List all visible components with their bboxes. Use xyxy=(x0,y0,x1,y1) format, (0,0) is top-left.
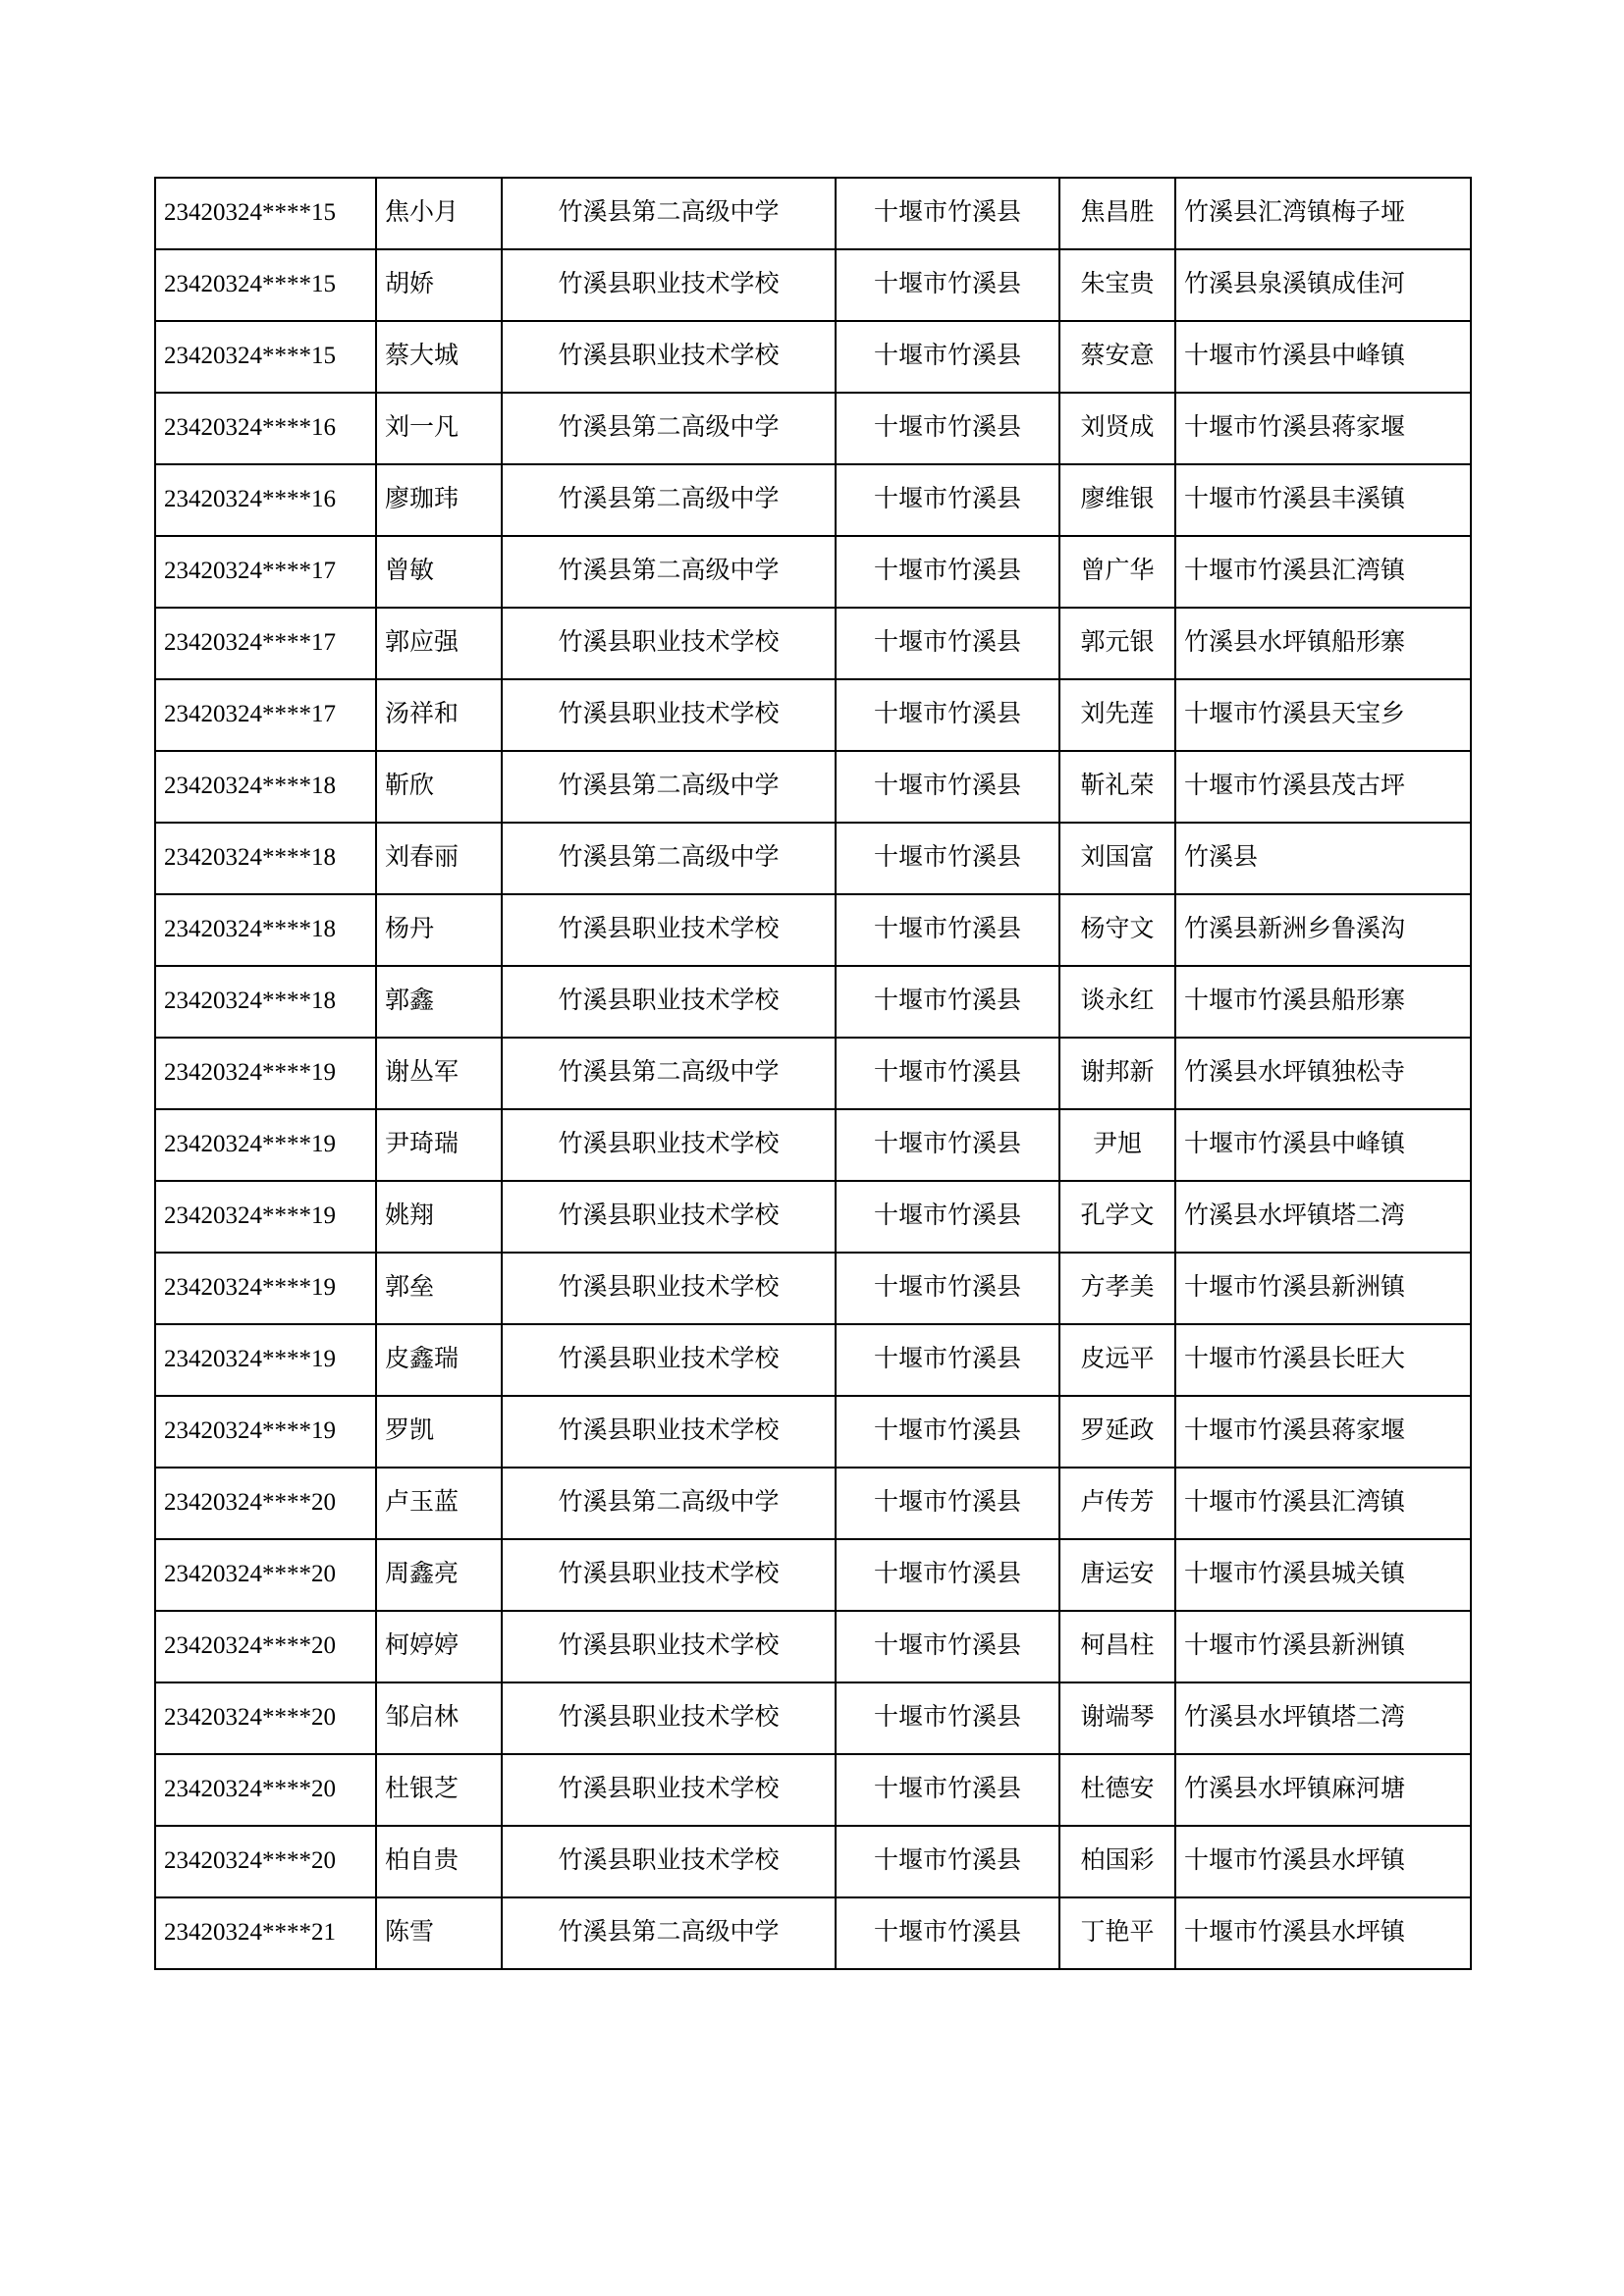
home-address-cell: 竹溪县水坪镇塔二湾 xyxy=(1175,1682,1471,1754)
graduating-school-cell: 竹溪县职业技术学校 xyxy=(502,1539,836,1611)
table-row xyxy=(155,536,1471,608)
exam-number-cell: 23420324****19 xyxy=(155,1253,376,1324)
graduating-school-cell: 竹溪县第二高级中学 xyxy=(502,823,836,894)
student-name-cell: 廖珈玮 xyxy=(376,464,502,536)
student-name-cell: 刘一凡 xyxy=(376,393,502,464)
table-row xyxy=(155,1324,1471,1396)
origin-region-cell: 十堰市竹溪县 xyxy=(836,178,1059,249)
guardian-name-cell: 方孝美 xyxy=(1059,1253,1175,1324)
student-name-cell: 柏自贵 xyxy=(376,1826,502,1897)
graduating-school-cell: 竹溪县第二高级中学 xyxy=(502,464,836,536)
exam-number-cell: 23420324****21 xyxy=(155,1897,376,1969)
home-address-cell: 十堰市竹溪县汇湾镇 xyxy=(1175,1468,1471,1539)
home-address-cell: 十堰市竹溪县水坪镇 xyxy=(1175,1826,1471,1897)
home-address-cell: 十堰市竹溪县水坪镇 xyxy=(1175,1897,1471,1969)
table-row xyxy=(155,464,1471,536)
table-row xyxy=(155,751,1471,823)
student-name-cell: 焦小月 xyxy=(376,178,502,249)
graduating-school-cell: 竹溪县职业技术学校 xyxy=(502,1181,836,1253)
table-row xyxy=(155,1181,1471,1253)
table-row xyxy=(155,1109,1471,1181)
student-name-cell: 汤祥和 xyxy=(376,679,502,751)
student-name-cell: 周鑫亮 xyxy=(376,1539,502,1611)
guardian-name-cell: 尹旭 xyxy=(1059,1109,1175,1181)
home-address-cell: 十堰市竹溪县新洲镇 xyxy=(1175,1611,1471,1682)
graduating-school-cell: 竹溪县职业技术学校 xyxy=(502,679,836,751)
home-address-cell: 竹溪县水坪镇独松寺 xyxy=(1175,1038,1471,1109)
origin-region-cell: 十堰市竹溪县 xyxy=(836,1611,1059,1682)
origin-region-cell: 十堰市竹溪县 xyxy=(836,1826,1059,1897)
table-row xyxy=(155,321,1471,393)
table-row xyxy=(155,1468,1471,1539)
origin-region-cell: 十堰市竹溪县 xyxy=(836,1253,1059,1324)
graduating-school-cell: 竹溪县第二高级中学 xyxy=(502,393,836,464)
exam-number-cell: 23420324****19 xyxy=(155,1324,376,1396)
origin-region-cell: 十堰市竹溪县 xyxy=(836,393,1059,464)
origin-region-cell: 十堰市竹溪县 xyxy=(836,751,1059,823)
student-name-cell: 胡娇 xyxy=(376,249,502,321)
table-row xyxy=(155,393,1471,464)
student-name-cell: 刘春丽 xyxy=(376,823,502,894)
graduating-school-cell: 竹溪县第二高级中学 xyxy=(502,536,836,608)
student-name-cell: 杜银芝 xyxy=(376,1754,502,1826)
graduating-school-cell: 竹溪县职业技术学校 xyxy=(502,249,836,321)
exam-number-cell: 23420324****20 xyxy=(155,1539,376,1611)
student-name-cell: 郭应强 xyxy=(376,608,502,679)
home-address-cell: 十堰市竹溪县新洲镇 xyxy=(1175,1253,1471,1324)
table-row xyxy=(155,966,1471,1038)
origin-region-cell: 十堰市竹溪县 xyxy=(836,321,1059,393)
exam-number-cell: 23420324****19 xyxy=(155,1038,376,1109)
guardian-name-cell: 刘先莲 xyxy=(1059,679,1175,751)
exam-number-cell: 23420324****17 xyxy=(155,536,376,608)
home-address-cell: 十堰市竹溪县汇湾镇 xyxy=(1175,536,1471,608)
guardian-name-cell: 曾广华 xyxy=(1059,536,1175,608)
home-address-cell: 竹溪县泉溪镇成佳河 xyxy=(1175,249,1471,321)
roster-table-body xyxy=(155,178,1471,1969)
graduating-school-cell: 竹溪县第二高级中学 xyxy=(502,178,836,249)
origin-region-cell: 十堰市竹溪县 xyxy=(836,1181,1059,1253)
home-address-cell: 竹溪县 xyxy=(1175,823,1471,894)
student-name-cell: 姚翔 xyxy=(376,1181,502,1253)
origin-region-cell: 十堰市竹溪县 xyxy=(836,1468,1059,1539)
table-row xyxy=(155,823,1471,894)
guardian-name-cell: 皮远平 xyxy=(1059,1324,1175,1396)
guardian-name-cell: 谢端琴 xyxy=(1059,1682,1175,1754)
exam-number-cell: 23420324****17 xyxy=(155,679,376,751)
graduating-school-cell: 竹溪县职业技术学校 xyxy=(502,321,836,393)
table-row xyxy=(155,1826,1471,1897)
exam-number-cell: 23420324****19 xyxy=(155,1396,376,1468)
home-address-cell: 十堰市竹溪县天宝乡 xyxy=(1175,679,1471,751)
home-address-cell: 十堰市竹溪县中峰镇 xyxy=(1175,321,1471,393)
table-row xyxy=(155,1897,1471,1969)
guardian-name-cell: 卢传芳 xyxy=(1059,1468,1175,1539)
home-address-cell: 竹溪县水坪镇塔二湾 xyxy=(1175,1181,1471,1253)
guardian-name-cell: 丁艳平 xyxy=(1059,1897,1175,1969)
graduating-school-cell: 竹溪县职业技术学校 xyxy=(502,1754,836,1826)
origin-region-cell: 十堰市竹溪县 xyxy=(836,1324,1059,1396)
exam-number-cell: 23420324****15 xyxy=(155,178,376,249)
graduating-school-cell: 竹溪县职业技术学校 xyxy=(502,1396,836,1468)
student-name-cell: 蔡大城 xyxy=(376,321,502,393)
origin-region-cell: 十堰市竹溪县 xyxy=(836,536,1059,608)
student-name-cell: 皮鑫瑞 xyxy=(376,1324,502,1396)
student-name-cell: 谢丛军 xyxy=(376,1038,502,1109)
exam-number-cell: 23420324****16 xyxy=(155,464,376,536)
guardian-name-cell: 刘贤成 xyxy=(1059,393,1175,464)
table-row xyxy=(155,1682,1471,1754)
student-name-cell: 尹琦瑞 xyxy=(376,1109,502,1181)
exam-number-cell: 23420324****19 xyxy=(155,1181,376,1253)
graduating-school-cell: 竹溪县职业技术学校 xyxy=(502,1109,836,1181)
exam-number-cell: 23420324****20 xyxy=(155,1754,376,1826)
exam-number-cell: 23420324****15 xyxy=(155,321,376,393)
table-row xyxy=(155,894,1471,966)
guardian-name-cell: 孔学文 xyxy=(1059,1181,1175,1253)
exam-number-cell: 23420324****20 xyxy=(155,1826,376,1897)
home-address-cell: 十堰市竹溪县茂古坪 xyxy=(1175,751,1471,823)
origin-region-cell: 十堰市竹溪县 xyxy=(836,464,1059,536)
student-name-cell: 罗凯 xyxy=(376,1396,502,1468)
home-address-cell: 竹溪县汇湾镇梅子垭 xyxy=(1175,178,1471,249)
guardian-name-cell: 蔡安意 xyxy=(1059,321,1175,393)
exam-number-cell: 23420324****18 xyxy=(155,894,376,966)
exam-number-cell: 23420324****20 xyxy=(155,1682,376,1754)
home-address-cell: 十堰市竹溪县城关镇 xyxy=(1175,1539,1471,1611)
graduating-school-cell: 竹溪县职业技术学校 xyxy=(502,1253,836,1324)
origin-region-cell: 十堰市竹溪县 xyxy=(836,1897,1059,1969)
table-row xyxy=(155,1539,1471,1611)
table-row xyxy=(155,178,1471,249)
exam-number-cell: 23420324****20 xyxy=(155,1611,376,1682)
guardian-name-cell: 唐运安 xyxy=(1059,1539,1175,1611)
guardian-name-cell: 柯昌柱 xyxy=(1059,1611,1175,1682)
graduating-school-cell: 竹溪县第二高级中学 xyxy=(502,751,836,823)
student-name-cell: 靳欣 xyxy=(376,751,502,823)
graduating-school-cell: 竹溪县职业技术学校 xyxy=(502,1826,836,1897)
student-name-cell: 杨丹 xyxy=(376,894,502,966)
table-row xyxy=(155,1253,1471,1324)
home-address-cell: 十堰市竹溪县船形寨 xyxy=(1175,966,1471,1038)
graduating-school-cell: 竹溪县职业技术学校 xyxy=(502,894,836,966)
student-name-cell: 陈雪 xyxy=(376,1897,502,1969)
student-name-cell: 卢玉蓝 xyxy=(376,1468,502,1539)
guardian-name-cell: 刘国富 xyxy=(1059,823,1175,894)
origin-region-cell: 十堰市竹溪县 xyxy=(836,1539,1059,1611)
exam-number-cell: 23420324****18 xyxy=(155,966,376,1038)
graduating-school-cell: 竹溪县第二高级中学 xyxy=(502,1038,836,1109)
graduating-school-cell: 竹溪县第二高级中学 xyxy=(502,1468,836,1539)
guardian-name-cell: 罗延政 xyxy=(1059,1396,1175,1468)
table-row xyxy=(155,1754,1471,1826)
guardian-name-cell: 朱宝贵 xyxy=(1059,249,1175,321)
graduating-school-cell: 竹溪县职业技术学校 xyxy=(502,1324,836,1396)
origin-region-cell: 十堰市竹溪县 xyxy=(836,823,1059,894)
student-name-cell: 柯婷婷 xyxy=(376,1611,502,1682)
origin-region-cell: 十堰市竹溪县 xyxy=(836,608,1059,679)
student-roster-table xyxy=(154,177,1472,1970)
guardian-name-cell: 谈永红 xyxy=(1059,966,1175,1038)
home-address-cell: 十堰市竹溪县丰溪镇 xyxy=(1175,464,1471,536)
exam-number-cell: 23420324****16 xyxy=(155,393,376,464)
student-name-cell: 郭鑫 xyxy=(376,966,502,1038)
table-row xyxy=(155,1396,1471,1468)
student-name-cell: 邹启林 xyxy=(376,1682,502,1754)
origin-region-cell: 十堰市竹溪县 xyxy=(836,966,1059,1038)
guardian-name-cell: 杜德安 xyxy=(1059,1754,1175,1826)
home-address-cell: 十堰市竹溪县长旺大 xyxy=(1175,1324,1471,1396)
exam-number-cell: 23420324****20 xyxy=(155,1468,376,1539)
graduating-school-cell: 竹溪县职业技术学校 xyxy=(502,966,836,1038)
guardian-name-cell: 柏国彩 xyxy=(1059,1826,1175,1897)
origin-region-cell: 十堰市竹溪县 xyxy=(836,1682,1059,1754)
origin-region-cell: 十堰市竹溪县 xyxy=(836,249,1059,321)
student-name-cell: 曾敏 xyxy=(376,536,502,608)
exam-number-cell: 23420324****15 xyxy=(155,249,376,321)
student-name-cell: 郭垒 xyxy=(376,1253,502,1324)
exam-number-cell: 23420324****17 xyxy=(155,608,376,679)
guardian-name-cell: 谢邦新 xyxy=(1059,1038,1175,1109)
exam-number-cell: 23420324****19 xyxy=(155,1109,376,1181)
home-address-cell: 十堰市竹溪县蒋家堰 xyxy=(1175,1396,1471,1468)
home-address-cell: 竹溪县新洲乡鲁溪沟 xyxy=(1175,894,1471,966)
table-row xyxy=(155,608,1471,679)
origin-region-cell: 十堰市竹溪县 xyxy=(836,1038,1059,1109)
origin-region-cell: 十堰市竹溪县 xyxy=(836,1109,1059,1181)
home-address-cell: 竹溪县水坪镇麻河塘 xyxy=(1175,1754,1471,1826)
guardian-name-cell: 焦昌胜 xyxy=(1059,178,1175,249)
guardian-name-cell: 郭元银 xyxy=(1059,608,1175,679)
table-row xyxy=(155,1611,1471,1682)
origin-region-cell: 十堰市竹溪县 xyxy=(836,679,1059,751)
origin-region-cell: 十堰市竹溪县 xyxy=(836,1396,1059,1468)
guardian-name-cell: 靳礼荣 xyxy=(1059,751,1175,823)
table-row xyxy=(155,249,1471,321)
guardian-name-cell: 杨守文 xyxy=(1059,894,1175,966)
graduating-school-cell: 竹溪县职业技术学校 xyxy=(502,608,836,679)
table-row xyxy=(155,679,1471,751)
guardian-name-cell: 廖维银 xyxy=(1059,464,1175,536)
graduating-school-cell: 竹溪县职业技术学校 xyxy=(502,1682,836,1754)
home-address-cell: 竹溪县水坪镇船形寨 xyxy=(1175,608,1471,679)
origin-region-cell: 十堰市竹溪县 xyxy=(836,1754,1059,1826)
graduating-school-cell: 竹溪县第二高级中学 xyxy=(502,1897,836,1969)
roster-table-container xyxy=(154,177,1470,1970)
graduating-school-cell: 竹溪县职业技术学校 xyxy=(502,1611,836,1682)
exam-number-cell: 23420324****18 xyxy=(155,751,376,823)
home-address-cell: 十堰市竹溪县中峰镇 xyxy=(1175,1109,1471,1181)
table-row xyxy=(155,1038,1471,1109)
exam-number-cell: 23420324****18 xyxy=(155,823,376,894)
home-address-cell: 十堰市竹溪县蒋家堰 xyxy=(1175,393,1471,464)
origin-region-cell: 十堰市竹溪县 xyxy=(836,894,1059,966)
